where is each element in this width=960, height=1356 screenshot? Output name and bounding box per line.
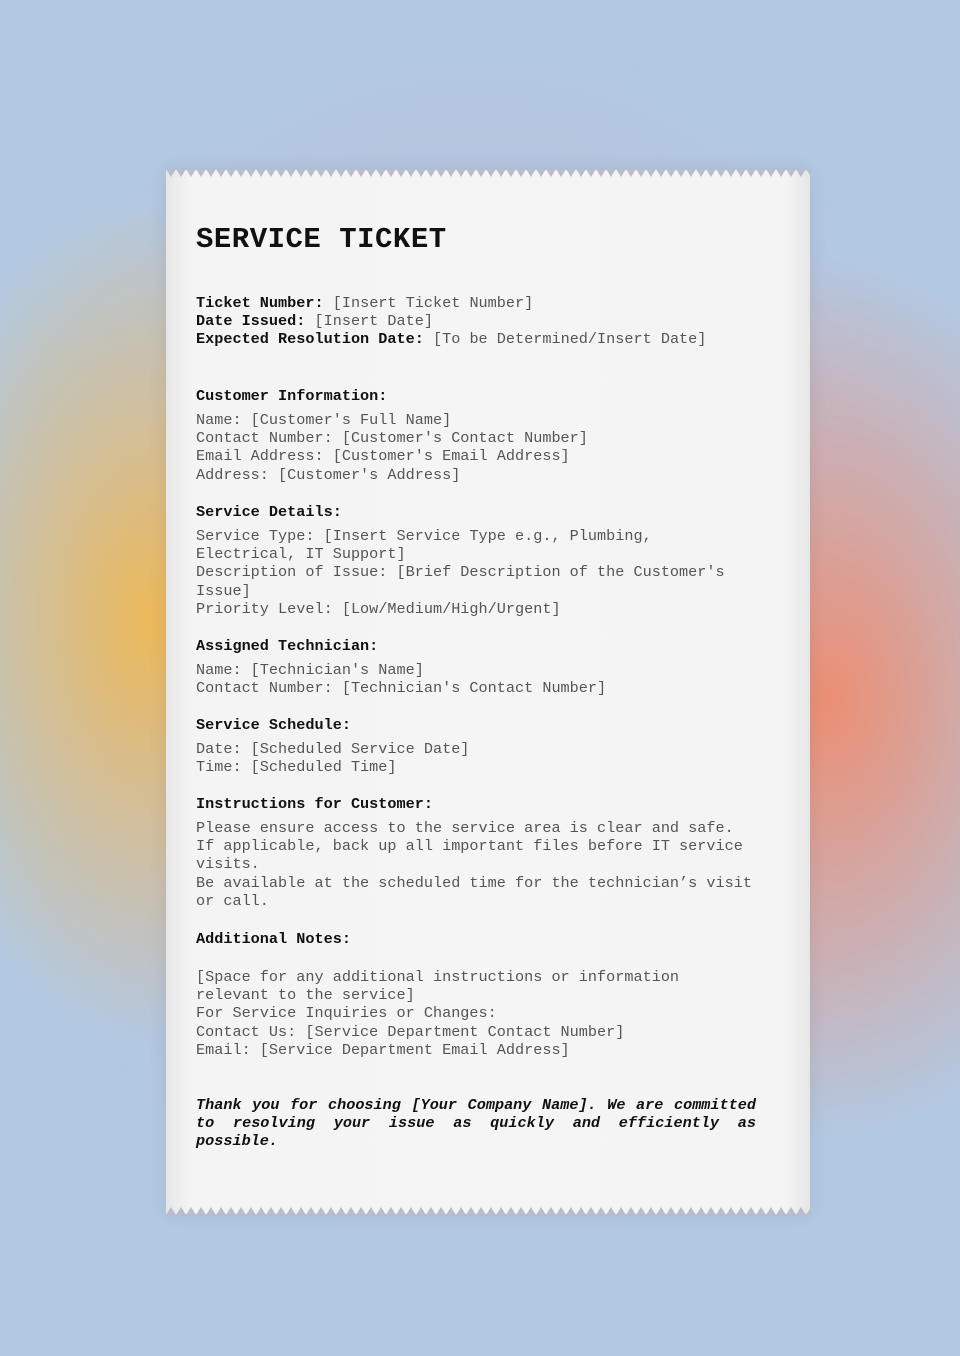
ticket-number-row bbox=[196, 294, 776, 312]
customer-contact-line: Contact Number: [Customer's Contact Number] bbox=[196, 429, 588, 448]
schedule-time-line: Time: [Scheduled Time] bbox=[196, 758, 397, 777]
service-details-section bbox=[196, 503, 756, 618]
section-heading: Service Details: bbox=[196, 503, 342, 521]
additional-notes-section bbox=[196, 930, 706, 1059]
section-heading: Assigned Technician: bbox=[196, 637, 379, 655]
thank-you-message: Thank you for choosing [Your Company Name]. We are committed to resolving your issue as quickly and efficiently as possible. bbox=[196, 1096, 756, 1151]
expected-resolution-value: [To be Determined/Insert Date] bbox=[432, 330, 707, 349]
instruction-line: Be available at the scheduled time for the technician’s visit or call. bbox=[196, 873, 752, 910]
service-schedule-section bbox=[196, 716, 776, 776]
assigned-technician-section bbox=[196, 637, 776, 697]
priority-level-line: Priority Level: [Low/Medium/High/Urgent] bbox=[196, 599, 561, 618]
notes-contact-line: Contact Us: [Service Department Contact Number] bbox=[196, 1022, 625, 1041]
customer-address-line: Address: [Customer's Address] bbox=[196, 465, 461, 484]
receipt-bottom-torn-edge bbox=[166, 1203, 810, 1215]
service-ticket-receipt bbox=[166, 170, 810, 1214]
expected-resolution-label: Expected Resolution Date: bbox=[196, 330, 424, 349]
section-heading: Instructions for Customer: bbox=[196, 795, 433, 813]
page-title: SERVICE TICKET bbox=[196, 223, 447, 256]
issue-description-line: Description of Issue: [Brief Description of the Customer's Issue] bbox=[196, 563, 725, 600]
customer-email-line: Email Address: [Customer's Email Address] bbox=[196, 447, 570, 466]
technician-name-line: Name: [Technician's Name] bbox=[196, 661, 424, 679]
ticket-number-label: Ticket Number: bbox=[196, 294, 324, 312]
date-issued-label: Date Issued: bbox=[196, 312, 306, 331]
schedule-date-line: Date: [Scheduled Service Date] bbox=[196, 740, 470, 758]
section-heading: Customer Information: bbox=[196, 387, 388, 405]
customer-information-section bbox=[196, 387, 776, 484]
instruction-line: Please ensure access to the service area is clear and safe. bbox=[196, 819, 734, 837]
notes-inquiries-line: For Service Inquiries or Changes: bbox=[196, 1004, 497, 1023]
instruction-line: If applicable, back up all important files before IT service visits. bbox=[196, 837, 743, 874]
expected-resolution-row bbox=[196, 330, 776, 348]
ticket-number-value: [Insert Ticket Number] bbox=[332, 294, 534, 312]
date-issued-row bbox=[196, 312, 776, 330]
date-issued-value: [Insert Date] bbox=[314, 312, 433, 331]
ticket-meta bbox=[196, 294, 776, 349]
notes-space-line: [Space for any additional instructions or information relevant to the service] bbox=[196, 968, 680, 1005]
service-type-line: Service Type: [Insert Service Type e.g., Plumbing, Electrical, IT Support] bbox=[196, 527, 652, 564]
notes-email-line: Email: [Service Department Email Address] bbox=[196, 1040, 570, 1059]
receipt-top-torn-edge bbox=[166, 169, 810, 181]
customer-name-line: Name: [Customer's Full Name] bbox=[196, 411, 452, 429]
technician-contact-line: Contact Number: [Technician's Contact Number] bbox=[196, 679, 607, 698]
customer-instructions-section bbox=[196, 795, 778, 910]
section-heading: Additional Notes: bbox=[196, 930, 351, 948]
section-heading: Service Schedule: bbox=[196, 716, 351, 734]
